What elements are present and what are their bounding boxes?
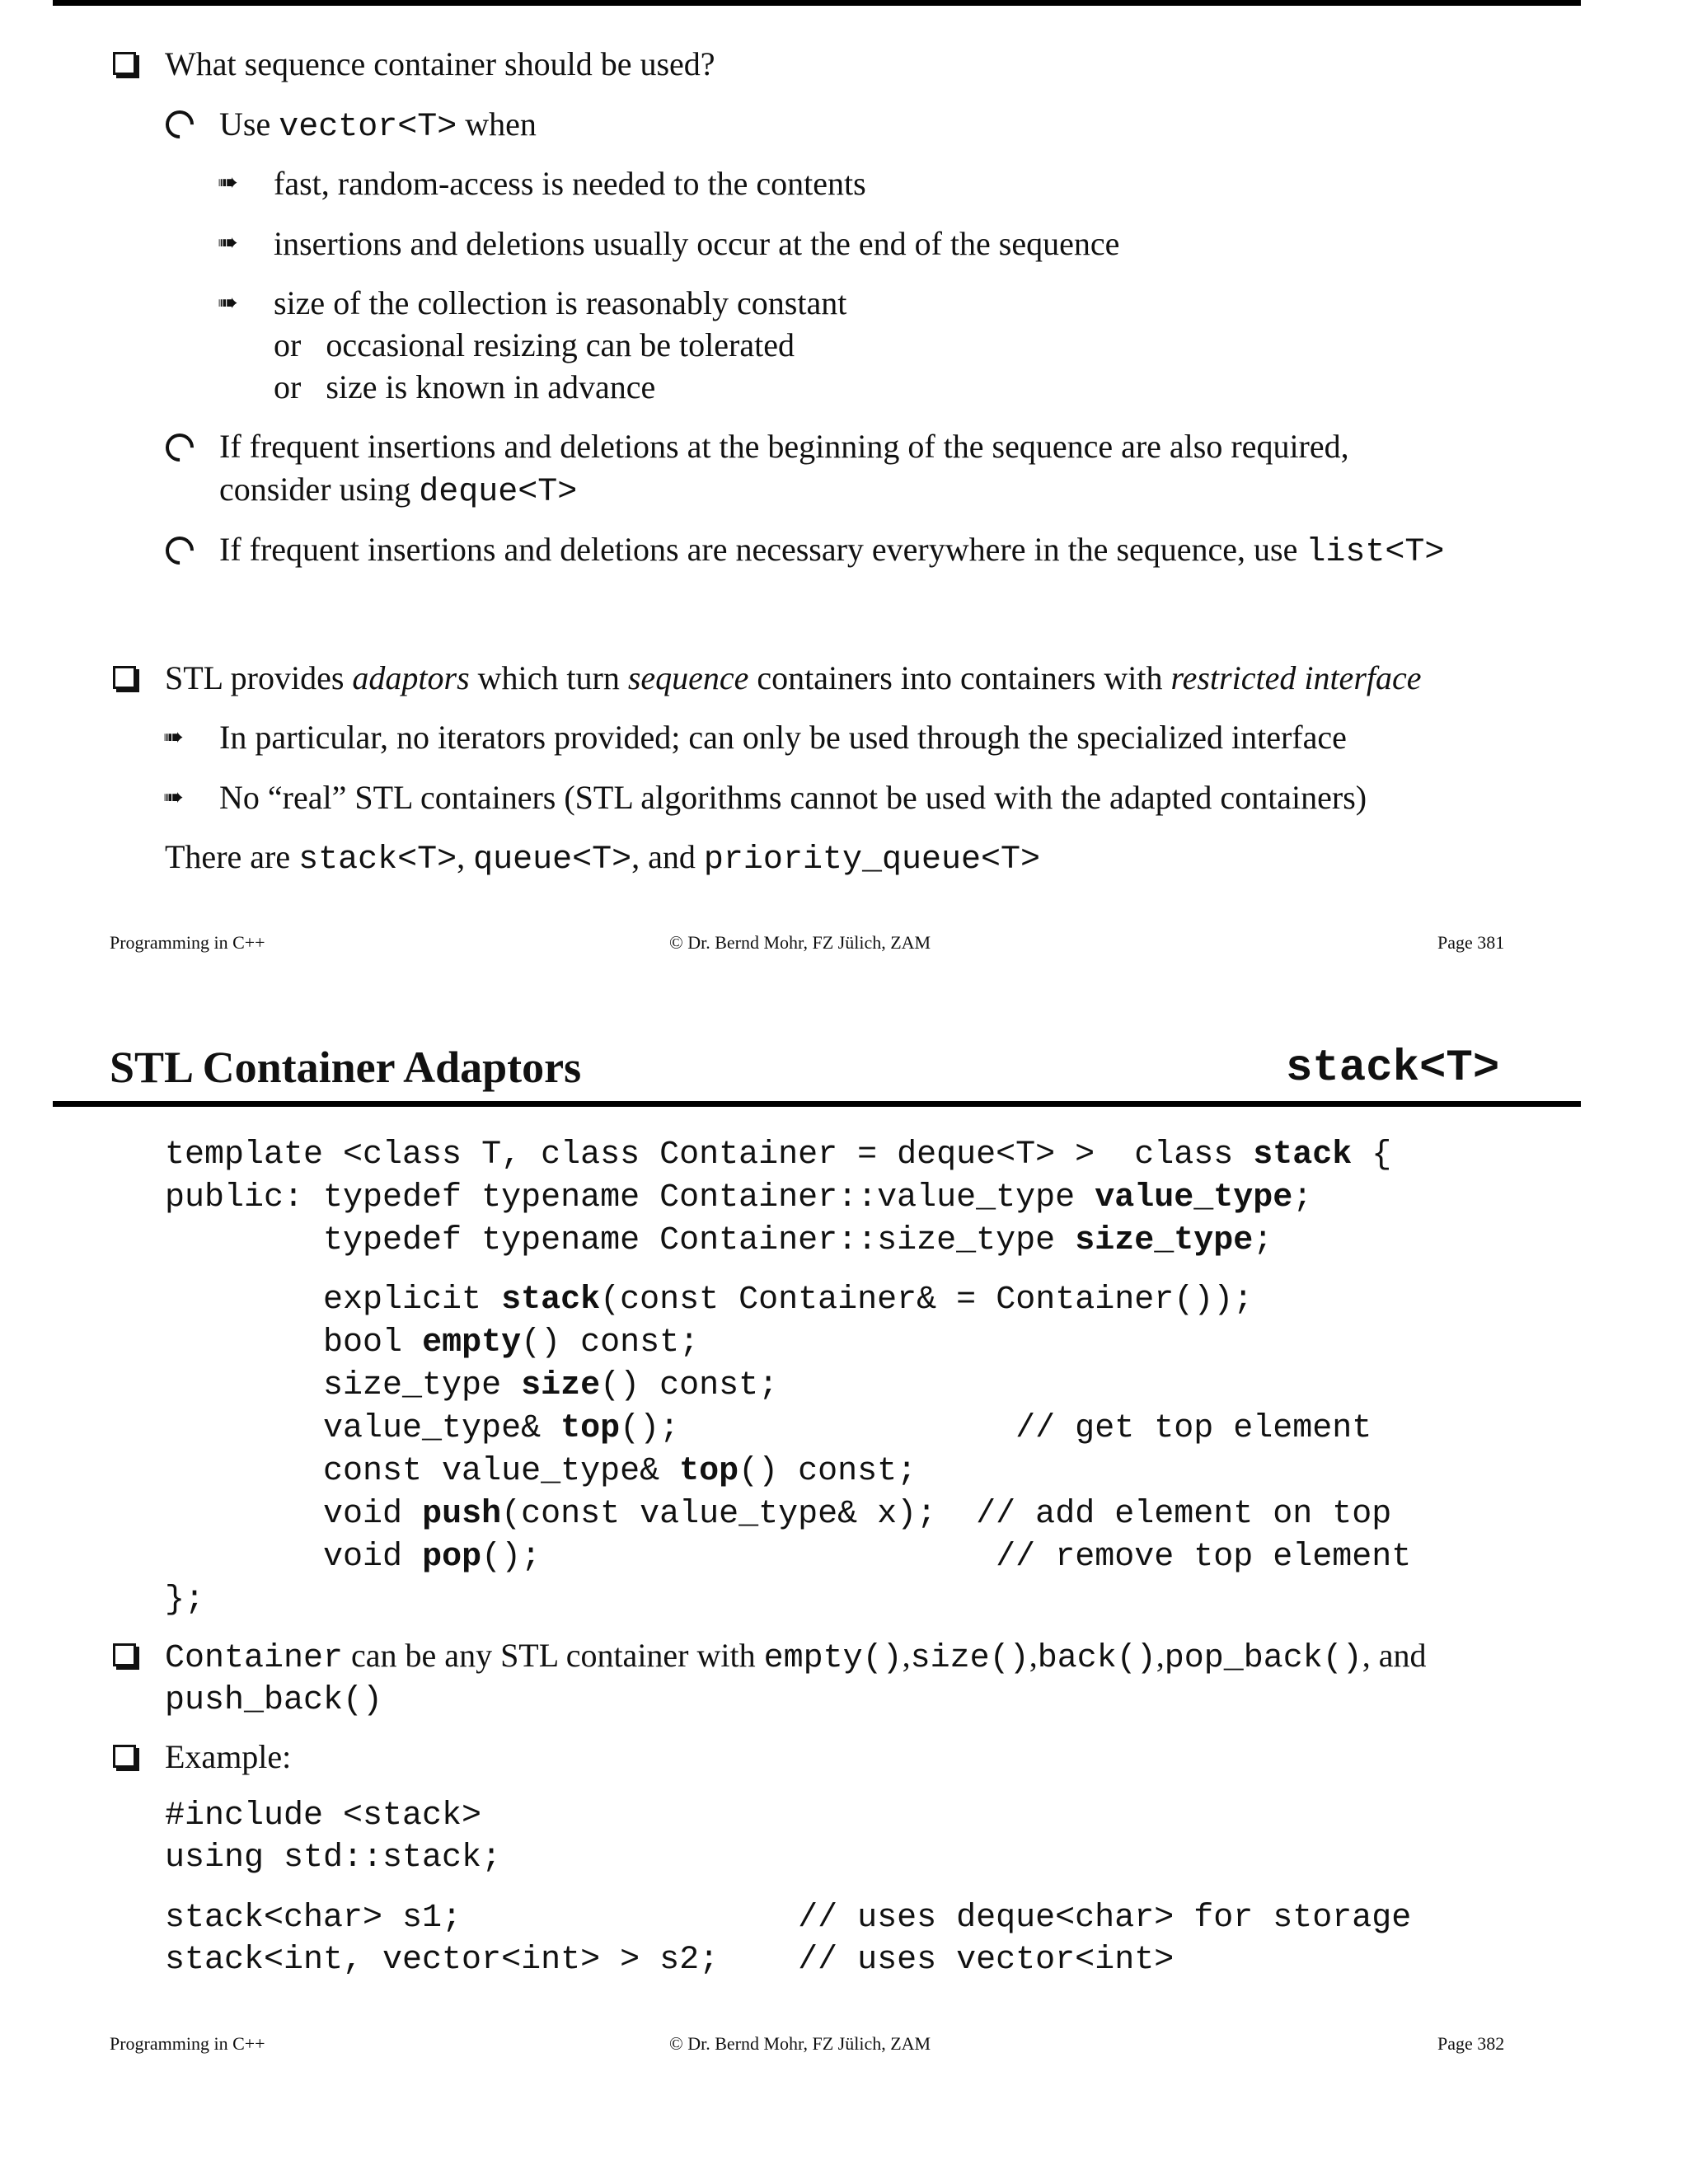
code-text: { xyxy=(1352,1137,1392,1174)
question-text: What sequence container should be used? xyxy=(165,45,715,82)
code-text: () const; xyxy=(521,1324,700,1361)
stack-code: stack<T> xyxy=(298,841,457,879)
code-line xyxy=(165,1451,1411,1493)
container-line-1 xyxy=(165,1636,1427,1679)
code-text: (); // remove top element xyxy=(481,1539,1412,1576)
bullet-size-or-1 xyxy=(274,326,795,365)
example-using: using std::stack; xyxy=(165,1840,502,1877)
checkbox-bullet-icon xyxy=(113,1745,136,1768)
code-line xyxy=(165,1322,1411,1365)
code-text: const value_type& xyxy=(165,1453,680,1490)
footer-page-number: Page 381 xyxy=(1437,932,1505,953)
page-title-code: stack<T> xyxy=(1286,1043,1500,1094)
and-text: , and xyxy=(1362,1637,1427,1674)
list-line xyxy=(219,530,1444,573)
code-identifier: push xyxy=(422,1496,502,1533)
arrow-bullet-icon: ➠ xyxy=(218,168,239,197)
bullet-insert-end: insertions and deletions usually occur at the end of the sequence xyxy=(274,225,1120,262)
adaptor-bullet-1: In particular, no iterators provided; can only be used through the specialized interface xyxy=(219,719,1347,756)
resize-text: occasional resizing can be tolerated xyxy=(326,326,795,363)
when-label: when xyxy=(465,105,537,143)
code-line xyxy=(165,1220,1411,1263)
footer-left: Programming in C++ xyxy=(110,2033,265,2054)
deque-line-1: If frequent insertions and deletions at the beginning of the sequence are also required, xyxy=(219,428,1349,465)
list-text: If frequent insertions and deletions are necessary everywhere in the sequence, use xyxy=(219,531,1298,568)
deque-code: deque<T> xyxy=(419,474,578,511)
code-text: void xyxy=(165,1539,423,1576)
code-identifier: size_type xyxy=(1075,1222,1254,1259)
code-text: explicit xyxy=(165,1282,502,1319)
container-code: Container xyxy=(165,1640,344,1677)
comma: , xyxy=(1029,1637,1038,1674)
footer-page-number: Page 382 xyxy=(1437,2033,1505,2054)
comma: , xyxy=(1156,1637,1165,1674)
checkbox-bullet-icon xyxy=(113,1643,136,1666)
code-line xyxy=(165,1365,1411,1408)
bullet-size-constant: size of the collection is reasonably constant xyxy=(274,284,847,321)
code-identifier: top xyxy=(679,1453,739,1490)
code-text: () const; xyxy=(738,1453,917,1490)
code-text: (const Container& = Container()); xyxy=(600,1282,1254,1319)
code-text: size_type xyxy=(165,1367,522,1404)
advance-text: size is known in advance xyxy=(326,368,656,405)
adaptors-d: sequence xyxy=(627,659,749,696)
code-line xyxy=(165,1177,1411,1220)
code-identifier: value_type xyxy=(1095,1179,1293,1216)
example-s1: stack<char> s1; // uses deque<char> for storage xyxy=(165,1900,1412,1937)
bullet-size-or-2 xyxy=(274,368,655,407)
push-back-code: push_back() xyxy=(165,1682,383,1719)
example-s2: stack<int, vector<int> > s2; // uses vector<int> xyxy=(165,1942,1175,1979)
back-code: back() xyxy=(1037,1640,1156,1677)
comma: , xyxy=(902,1637,911,1674)
arrow-bullet-icon: ➠ xyxy=(163,783,185,812)
queue-code: queue<T> xyxy=(473,841,632,879)
code-line xyxy=(165,1579,1411,1622)
code-line xyxy=(165,1493,1411,1536)
circle-bullet-icon xyxy=(160,531,199,570)
code-text: template <class T, class Container = deque<T> > class xyxy=(165,1137,1254,1174)
use-label: Use xyxy=(219,105,271,143)
code-identifier: pop xyxy=(422,1539,482,1576)
code-text: (const value_type& x); // add element on top xyxy=(501,1496,1392,1533)
there-are-line xyxy=(165,837,1040,880)
code-identifier: stack xyxy=(1253,1137,1353,1174)
checkbox-bullet-icon xyxy=(113,52,136,75)
priority-queue-code: priority_queue<T> xyxy=(703,841,1040,879)
arrow-bullet-icon: ➠ xyxy=(218,288,239,317)
code-text: () const; xyxy=(600,1367,779,1404)
top-rule xyxy=(53,0,1581,6)
code-text: bool xyxy=(165,1324,423,1361)
code-line xyxy=(165,1408,1411,1451)
arrow-bullet-icon: ➠ xyxy=(218,228,239,257)
container-line-2 xyxy=(165,1678,382,1721)
code-line xyxy=(165,1279,1411,1322)
code-text: public: typedef typename Container::value_type xyxy=(165,1179,1095,1216)
circle-bullet-icon xyxy=(160,428,199,467)
adaptors-e: containers into containers with xyxy=(757,659,1163,696)
list-code: list<T> xyxy=(1306,534,1445,571)
adaptors-f: restricted interface xyxy=(1170,659,1422,696)
code-line xyxy=(165,1536,1411,1579)
code-text: }; xyxy=(165,1582,205,1619)
adaptors-line xyxy=(165,658,1422,698)
adaptors-c: which turn xyxy=(477,659,620,696)
deque-line-2 xyxy=(219,470,577,513)
footer-center: © Dr. Bernd Mohr, FZ Jülich, ZAM xyxy=(669,932,931,953)
code-identifier: stack xyxy=(501,1282,601,1319)
adaptor-bullet-2: No “real” STL containers (STL algorithms cannot be used with the adapted containers) xyxy=(219,779,1367,816)
arrow-bullet-icon: ➠ xyxy=(163,723,185,752)
pop-back-code: pop_back() xyxy=(1164,1640,1362,1677)
example-label: Example: xyxy=(165,1738,292,1775)
example-include: #include <stack> xyxy=(165,1797,482,1835)
code-identifier: top xyxy=(560,1410,621,1447)
empty-code: empty() xyxy=(763,1640,903,1677)
adaptors-a: STL provides xyxy=(165,659,345,696)
bullet-random-access: fast, random-access is needed to the contents xyxy=(274,165,866,202)
code-text: value_type& xyxy=(165,1410,561,1447)
checkbox-bullet-icon xyxy=(113,666,136,689)
page-title: STL Container Adaptors xyxy=(110,1043,582,1092)
size-code: size() xyxy=(910,1640,1029,1677)
consider-text: consider using xyxy=(219,471,411,508)
adaptors-b: adaptors xyxy=(352,659,470,696)
code-identifier: size xyxy=(521,1367,601,1404)
footer-left: Programming in C++ xyxy=(110,932,265,953)
or-label: or xyxy=(274,368,302,405)
or-label: or xyxy=(274,326,302,363)
container-text: can be any STL container with xyxy=(351,1637,756,1674)
there-are-text: There are xyxy=(165,838,291,875)
code-text: ; xyxy=(1292,1179,1313,1216)
code-text: void xyxy=(165,1496,423,1533)
footer-center: © Dr. Bernd Mohr, FZ Jülich, ZAM xyxy=(669,2033,931,2054)
code-identifier: empty xyxy=(422,1324,522,1361)
code-text: (); // get top element xyxy=(620,1410,1372,1447)
title-rule xyxy=(53,1101,1581,1107)
and-text: , and xyxy=(631,838,696,875)
circle-bullet-icon xyxy=(160,105,199,144)
use-vector-line xyxy=(219,105,537,148)
class-declaration-code xyxy=(165,1134,1411,1622)
vector-code: vector<T> xyxy=(279,109,457,146)
code-text: typedef typename Container::size_type xyxy=(165,1222,1076,1259)
code-line xyxy=(165,1134,1411,1177)
question-heading xyxy=(165,45,715,84)
code-text: ; xyxy=(1253,1222,1273,1259)
comma: , xyxy=(457,838,466,875)
